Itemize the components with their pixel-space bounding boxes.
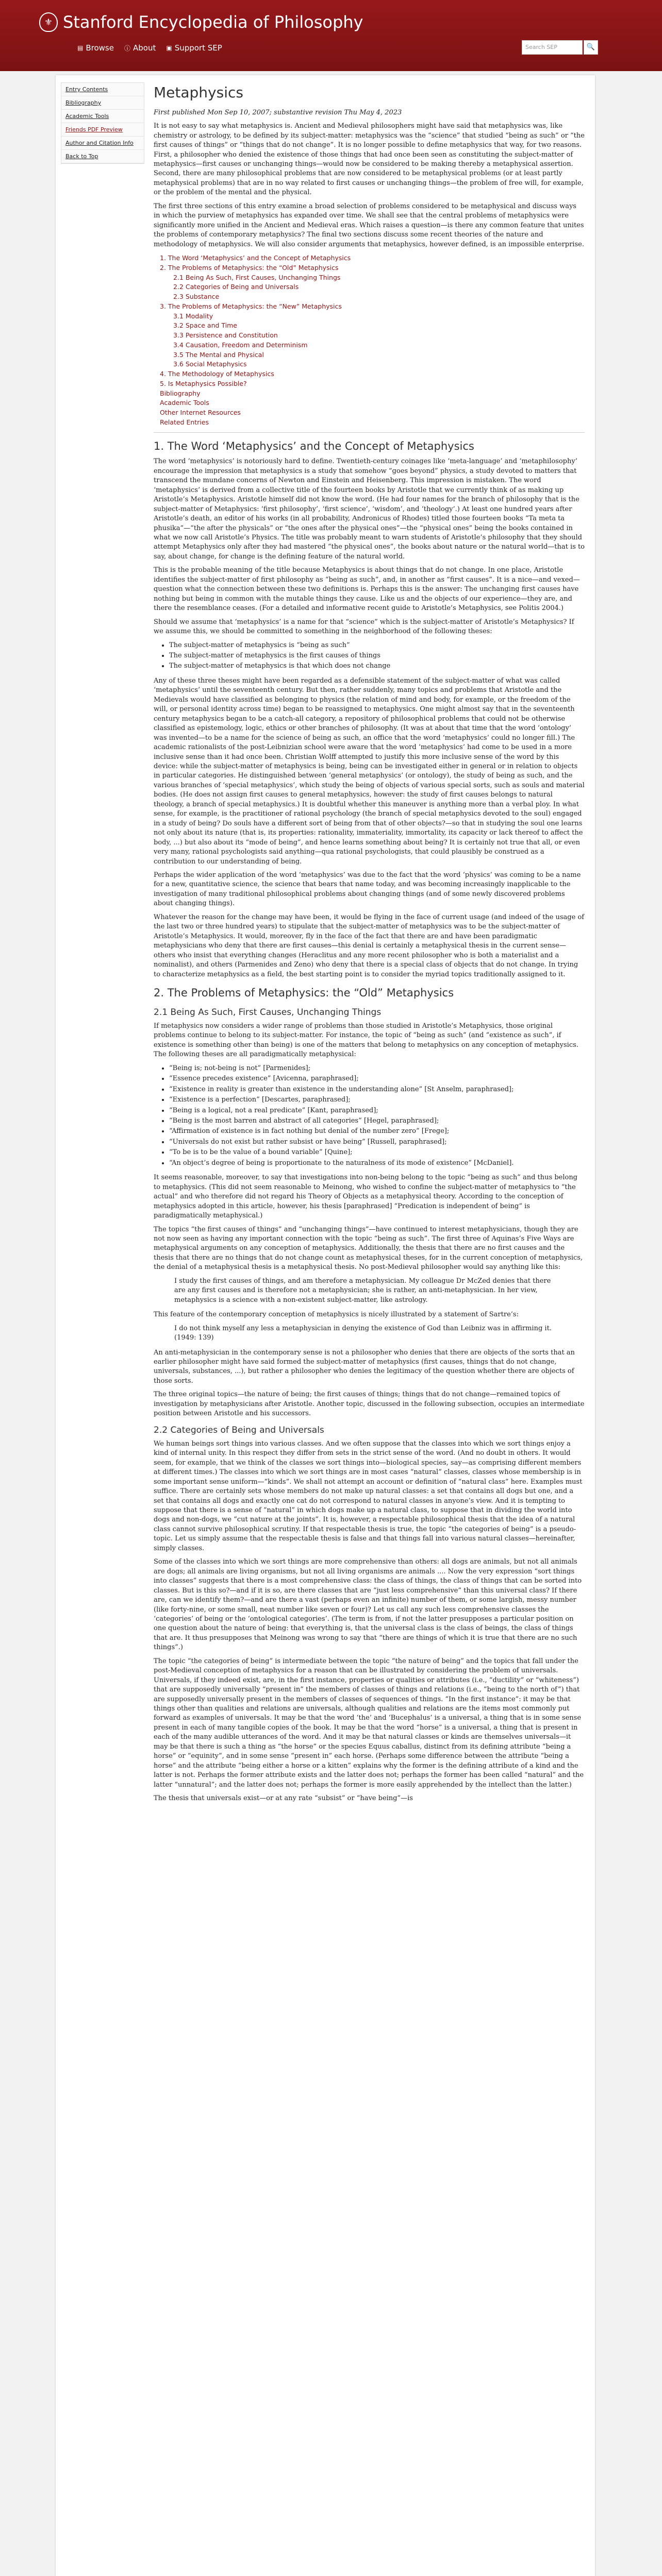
- nav-about[interactable]: [124, 43, 156, 53]
- main-nav: [77, 43, 222, 53]
- paragraph: It seems reasonable, moreover, to say that investigations into non-being belong to the topic “being as such” and thus belong to metaphysics. (This did not seem reasonable to Meinong, who wished to confine the subject-matter of metaphysics to “the actual” and who therefore did not regard his Theory of Objects as a metaphysical theory. According to the conception of metaphysics adopted in this article, however, his thesis [paraphrased] “Predication is independent of being” is paradigmatically metaphysical.): [154, 1174, 578, 1220]
- paragraph: This feature of the contemporary conception of metaphysics is nicely illustrated by a statement of Sartre’s:: [154, 1311, 519, 1319]
- bullet-list: [169, 641, 585, 671]
- toc-item[interactable]: Other Internet Resources: [160, 409, 241, 417]
- book-icon: ▤: [77, 44, 84, 52]
- search-input[interactable]: Search SEP: [522, 40, 583, 55]
- list-item: • “Essence precedes existence” [Avicenna, paraphrased];: [169, 1074, 585, 1083]
- search-icon[interactable]: 🔍: [584, 40, 598, 55]
- divider: [154, 432, 585, 433]
- paragraph: An anti-metaphysician in the contemporary sense is not a philosopher who denies that there are objects of the sorts that an earlier philosopher might have said formed the subject-matter of metaphysics (first causes, things that do not change, universals, substances, ...), but rather a philosopher who denies the legitimacy of the question whether there are objects of those sorts.: [154, 1348, 575, 1385]
- nav-browse-label: Browse: [86, 43, 114, 53]
- sidebar-entry-contents[interactable]: Entry Contents: [61, 83, 144, 96]
- toc-item[interactable]: Academic Tools: [160, 399, 209, 407]
- seal-icon: ⚜: [39, 12, 58, 32]
- publication-info: First published Mon Sep 10, 2007; substantive revision Thu May 4, 2023: [154, 108, 402, 116]
- toc-item[interactable]: 2.1 Being As Such, First Causes, Unchanging Things: [173, 273, 341, 281]
- list-item: • “Universals do not exist but rather subsist or have being” [Russell, paraphrased];: [169, 1138, 585, 1147]
- subsection-heading: 2.1 Being As Such, First Causes, Unchanging Things: [154, 1007, 382, 1018]
- list-item: • “Existence in reality is greater than existence in the understanding alone” [St Anselm, paraphrased];: [169, 1085, 585, 1094]
- toc-item[interactable]: 5. Is Metaphysics Possible?: [160, 379, 247, 387]
- section-heading: 1. The Word ‘Metaphysics’ and the Concept of Metaphysics: [154, 439, 474, 452]
- paragraph: Should we assume that ‘metaphysics’ is a name for that “science” which is the subject-matter of Aristotle’s Metaphysics? If we assume this, we should be committed to something in the neighborhood of the following theses:: [154, 618, 574, 636]
- nav-browse[interactable]: [77, 43, 114, 53]
- list-item: • “Being is the most barren and abstract of all categories” [Hegel, paraphrased];: [169, 1116, 585, 1126]
- paragraph: Whatever the reason for the change may have been, it would be flying in the face of current usage (and indeed of the usage of the last two or three hundred years) to stipulate that the subject-matter of metaphysics was to be the subject-matter of Aristotle’s Metaphysics. It would, moreover, fly in the face of the fact that there are and have been paradigmatic metaphysicians who deny that there are first causes—this denial is certainly a metaphysical thesis in the current sense—others who insist that everything changes (Heraclitus and any more recent philosopher who is both a materialist and a nominalist), and others (Parmenides and Zeno) who deny that there is a special class of objects that do not change. In trying to characterize metaphysics as a field, the best starting point is to consider the myriad topics traditionally assigned to it.: [154, 913, 585, 978]
- site-logo[interactable]: [39, 12, 363, 32]
- nav-about-label: About: [133, 43, 156, 53]
- list-item: • The subject-matter of metaphysics is “being as such”: [169, 641, 585, 650]
- support-icon: ▣: [166, 44, 172, 52]
- toc-item[interactable]: 3.2 Space and Time: [173, 321, 237, 330]
- toc-item[interactable]: 4. The Methodology of Metaphysics: [160, 370, 274, 378]
- list-item: • The subject-matter of metaphysics is the first causes of things: [169, 651, 585, 660]
- toc-item[interactable]: 3. The Problems of Metaphysics: the “New” Metaphysics: [160, 302, 342, 310]
- list-item: • “An object’s degree of being is proportionate to the naturalness of its mode of existence” [McDaniel].: [169, 1159, 585, 1168]
- nav-support[interactable]: [166, 43, 222, 53]
- paragraph: The three original topics—the nature of being; the first causes of things; things that do not change—remained topics of investigation by metaphysicians after Aristotle. Another topic, discussed in the following subsection, occupies an intermediate position between Aristotle and his successors.: [154, 1391, 585, 1418]
- toc-item[interactable]: 2.2 Categories of Being and Universals: [173, 283, 299, 291]
- toc-item[interactable]: 3.3 Persistence and Constitution: [173, 331, 278, 340]
- table-of-contents: [160, 253, 585, 427]
- sidebar-academic-tools[interactable]: Academic Tools: [61, 110, 144, 123]
- toc-item[interactable]: 2. The Problems of Metaphysics: the “Old” Metaphysics: [160, 263, 339, 272]
- toc-item[interactable]: 3.6 Social Metaphysics: [173, 360, 247, 368]
- list-item: • “To be is to be the value of a bound variable” [Quine];: [169, 1148, 585, 1157]
- paragraph: The thesis that universals exist—or at any rate “subsist” or “have being”—is: [154, 1794, 413, 1803]
- toc-item[interactable]: Bibliography: [160, 389, 201, 397]
- paragraph: Perhaps the wider application of the word ‘metaphysics’ was due to the fact that the word ‘physics’ was coming to be a name for a new, quantitative science, the science that bears that name today, and was becoming increasingly inapplicable to the investigation of many traditional philosophical problems about changing things (and of some newly discovered problems about changing things).: [154, 871, 581, 908]
- list-item: • “Being is; not-being is not” [Parmenides];: [169, 1064, 585, 1073]
- paragraph: The word ‘metaphysics’ is notoriously hard to define. Twentieth-century coinages like ‘meta-language’ and ‘metaphilosophy’ encourage the impression that metaphysics is a study that somehow “goes beyond” physics, a study devoted to matters that transcend the mundane concerns of Newton and Einstein and Heisenberg. This impression is mistaken. The word ‘metaphysics’ is derived from a collective title of the fourteen books by Aristotle that we currently think of as making up Aristotle’s Metaphysics. Aristotle himself did not know the word. (He had four names for the branch of philosophy that is the subject-matter of Metaphysics: ‘first philosophy’, ‘first science’, ‘wisdom’, and ‘theology’.) At least one hundred years after Aristotle’s death, an editor of his works (in all probability, Andronicus of Rhodes) titled those fourteen books “Ta meta ta phusika”—“the after the physicals” or “the ones after the physical ones”—the “physical ones” being the books contained in what we now call Aristotle’s Physics. The title was probably meant to warn students of Aristotle’s philosophy that they should attempt Metaphysics only after they had mastered “the physical ones”, the books about nature or the natural world—that is to say, about change, for change is the defining feature of the natural world.: [154, 457, 585, 561]
- section-heading: 2. The Problems of Metaphysics: the “Old” Metaphysics: [154, 986, 454, 999]
- article-body: [154, 82, 585, 1808]
- sidebar-back-to-top[interactable]: Back to Top: [61, 150, 144, 163]
- list-item: • “Existence is a perfection” [Descartes, paraphrased];: [169, 1095, 585, 1105]
- bullet-list: [169, 1064, 585, 1168]
- sidebar-bibliography[interactable]: Bibliography: [61, 96, 144, 110]
- intro-paragraph: The first three sections of this entry examine a broad selection of problems considered to be metaphysical and discuss ways in which the purview of metaphysics has expanded over time. We shall see that the central problems of metaphysics were significantly more unified in the Ancient and Medieval eras. Which raises a question—is there any common feature that unites the problems of contemporary metaphysics? The final two sections discuss some recent theories of the nature and methodology of metaphysics. We will also consider arguments that metaphysics, however defined, is an impossible enterprise.: [154, 202, 584, 248]
- page-title: Metaphysics: [154, 84, 243, 101]
- nav-support-label: Support SEP: [174, 43, 222, 53]
- toc-item[interactable]: 1. The Word ‘Metaphysics’ and the Concept of Metaphysics: [160, 254, 351, 262]
- sidebar-pdf-preview[interactable]: Friends PDF Preview: [61, 123, 144, 137]
- list-item: • “Affirmation of existence is in fact nothing but denial of the number zero” [Frege];: [169, 1127, 585, 1136]
- intro-paragraph: It is not easy to say what metaphysics is. Ancient and Medieval philosophers might have said that metaphysics was, like chemistry or astrology, to be defined by its subject-matter: metaphysics was the “science” that studied “being as such” or “the first causes of things” or “things that do not change”. It is no longer possible to define metaphysics that way, for two reasons. First, a philosopher who denied the existence of those things that had once been seen as constituting the subject-matter of metaphysics—first causes or unchanging things—would now be considered to be making thereby a metaphysical assertion. Second, there are many philosophical problems that are now considered to be metaphysical problems (or at least partly metaphysical problems) that are in no way related to first causes or unchanging things—the problem of free will, for example, or the problem of the mental and the physical.: [154, 122, 585, 197]
- site-header: [0, 0, 662, 71]
- paragraph: Some of the classes into which we sort things are more comprehensive than others: all dogs are animals, but not all animals are dogs; all animals are living organisms, but not all living organisms are animals .... Now the very expression “sort things into classes” suggests that there is a most comprehensive class: the class of things, the class of things that can be sorted into classes. But is this so?—and if it is so, are there classes that are “just less comprehensive” than this universal class? If there are, can we identify them?—and are there a vast (perhaps even an infinite) number of them, or some largish, messy number (like forty-nine, or some small, neat number like seven or four)? Let us call any such less comprehensive classes the ‘categories’ of being or the ‘ontological categories’. (The term is from, if not the latter presupposes a particular position on one question about the nature of being: that everything is, that the universal class is the class of beings, the class of things that are. It thus presupposes that Meinong was wrong to say that “there are things of which it is true that there are no such things”.): [154, 1558, 582, 1652]
- toc-item[interactable]: Related Entries: [160, 418, 209, 426]
- block-quote: I study the first causes of things, and am therefore a metaphysician. My colleague Dr McZed denies that there are any first causes and is therefore not a metaphysician; she is rather, an anti-metaphysician. In her view, metaphysics is a science with a non-existent subject-matter, like astrology.: [174, 1277, 551, 1304]
- site-title: Stanford Encyclopedia of Philosophy: [63, 12, 363, 32]
- subsection-heading: 2.2 Categories of Being and Universals: [154, 1425, 324, 1435]
- toc-item[interactable]: 3.1 Modality: [173, 312, 213, 320]
- toc-item[interactable]: 3.4 Causation, Freedom and Determinism: [173, 341, 308, 349]
- list-item: • “Being is a logical, not a real predicate” [Kant, paraphrased];: [169, 1106, 585, 1115]
- entry-sidebar: [61, 82, 144, 164]
- toc-item[interactable]: 2.3 Substance: [173, 293, 220, 301]
- paragraph: We human beings sort things into various classes. And we often suppose that the classes into which we sort things enjoy a kind of internal unity. In this respect they differ from sets in the strict sense of the word. (And no doubt in others. It would seem, for example, that we think of the classes we sort things into—biological species, say—as comprising different members at different times.) The classes into which we sort things are in most cases “natural” classes, classes whose membership is in some important sense uniform—“kinds”. We shall not attempt an account or definition of “natural class” here. Examples must suffice. There are certainly sets whose members do not make up natural classes: a set that contains all dogs but one, and a set that contains all dogs and exactly one cat do not correspond to natural classes in anyone’s view. And it is tempting to suppose that there is a sense of “natural” in which dogs make up a natural class, to suppose that in dividing the world into dogs and non-dogs, we “cut nature at the joints”. It is, however, a respectable philosophical thesis that the idea of a natural class cannot survive philosophical scrutiny. If that respectable thesis is true, the topic “the categories of being” is a pseudo-topic. Let us simply assume that the respectable thesis is false and that things fall into various natural classes—hereinafter, simply classes.: [154, 1439, 583, 1552]
- paragraph: If metaphysics now considers a wider range of problems than those studied in Aristotle’s Metaphysics, those original problems continue to belong to its subject-matter. For instance, the topic of “being as such” (and “existence as such”, if existence is something other than being) is one of the matters that belong to metaphysics on any conception of metaphysics. The following theses are all paradigmatically metaphysical:: [154, 1022, 578, 1059]
- list-item: • The subject-matter of metaphysics is that which does not change: [169, 662, 585, 671]
- paragraph: The topics “the first causes of things” and “unchanging things”—have continued to interest metaphysicians, though they are not now seen as having any important connection with the topic “being as such”. The first three of Aquinas’s Five Ways are metaphysical arguments on any conception of metaphysics. Additionally, the thesis that there are no first causes and the thesis that there are no things that do not change count as metaphysical theses, for in the current conception of metaphysics, the denial of a metaphysical thesis is a metaphysical thesis. No post-Medieval philosopher would say anything like this:: [154, 1225, 583, 1272]
- paragraph: The topic “the categories of being” is intermediate between the topic “the nature of being” and the topics that fall under the post-Medieval conception of metaphysics for a reason that can be illustrated by considering the problem of universals. Universals, if they indeed exist, are, in the first instance, properties or qualities or attributes (i.e., “ductility” or “whiteness”) that are supposedly universally “present in” the members of classes of things and relations (i.e., “being to the north of”) that are supposedly universally present in the members of classes of sequences of things. “In the first instance”: it may be that things other than qualities and relations are universals, although qualities and relations are the items most commonly put forward as examples of universals. It may be that the word ‘the’ and ‘Bucephalus’ is a universal, a thing that is in some sense present in each of many tangible copies of the book. It may be that the word “horse” is a universal, a thing that is present in each of the many audible utterances of the word. And it may be that natural classes or kinds are themselves universals—it may be that there is such a thing as “the horse” or the species Equus caballus, distinct from its defining attribute “being a horse” or “equinity”, and in some sense “present in” each horse. (Perhaps some difference between the attribute “being a horse” and the attribute “being either a horse or a kitten” explains why the former is the defining attribute of a kind and the latter is not. Perhaps the former attribute exists and the latter does not; perhaps the former has been called “natural” and the latter “unnatural”; and the latter does not; perhaps the former is more easily apprehended by the intellect than the latter.): [154, 1657, 584, 1789]
- page-content: [56, 75, 595, 2576]
- paragraph: This is the probable meaning of the title because Metaphysics is about things that do not change. In one place, Aristotle identifies the subject-matter of first philosophy as “being as such”, and, in another as “first causes”. It is a nice—and vexed—question what the connection between these two definitions is. Perhaps this is the answer: The unchanging first causes have nothing but being in common with the mutable things they cause. Like us and the objects of our experience—they are, and there the resemblance ceases. (For a detailed and informative recent guide to Aristotle’s Metaphysics, see Politis 2004.): [154, 566, 580, 613]
- block-quote: I do not think myself any less a metaphysician in denying the existence of God than Leibniz was in affirming it. (1949: 139): [174, 1324, 552, 1342]
- info-icon: ⓘ: [124, 44, 130, 52]
- sidebar-author-citation[interactable]: Author and Citation Info: [61, 137, 144, 150]
- paragraph: Any of these three theses might have been regarded as a defensible statement of the subject-matter of what was called ‘metaphysics’ until the seventeenth century. But then, rather suddenly, many topics and problems that Aristotle and the Medievals would have classified as belonging to physics (the relation of mind and body, for example, or the freedom of the will, or personal identity across time) began to be reassigned to metaphysics. One might almost say that in the seventeenth century metaphysics began to be a catch-all category, a repository of philosophical problems that could not be otherwise classified as epistemology, logic, ethics or other branches of philosophy. (It was at about that time that the word ‘ontology’ was invented—to be a name for the science of being as such, an office that the word ‘metaphysics’ could no longer fill.) The academic rationalists of the post-Leibnizian school were aware that the word ‘metaphysics’ had come to be used in a more inclusive sense than it had once been. Christian Wolff attempted to justify this more inclusive sense of the word by this device: while the subject-matter of metaphysics is being, being can be investigated either in general or in relation to objects in particular categories. He distinguished between ‘general metaphysics’ (or ontology), the study of being as such, and the various branches of ‘special metaphysics’, which study the being of objects of various special sorts, such as souls and material bodies. (He does not assign first causes to general metaphysics, however: the study of first causes belongs to natural theology, a branch of special metaphysics.) It is doubtful whether this maneuver is anything more than a verbal ploy. In what sense, for example, is the practitioner of rational psychology (the branch of special metaphysics devoted to the soul) engaged in a study of being? Do souls have a different sort of being from that of other objects?—so that in studying the soul one learns not only about its nature (that is, its properties: rationality, immateriality, immortality, its capacity or lack thereof to affect the body, ...) but also about its “mode of being”, and hence learns something about being? It is certainly not true that all, or even very many, rational psychologists said anything—qua rational psychologists, that could plausibly be construed as a contribution to our understanding of being.: [154, 676, 585, 866]
- toc-item[interactable]: 3.5 The Mental and Physical: [173, 350, 264, 359]
